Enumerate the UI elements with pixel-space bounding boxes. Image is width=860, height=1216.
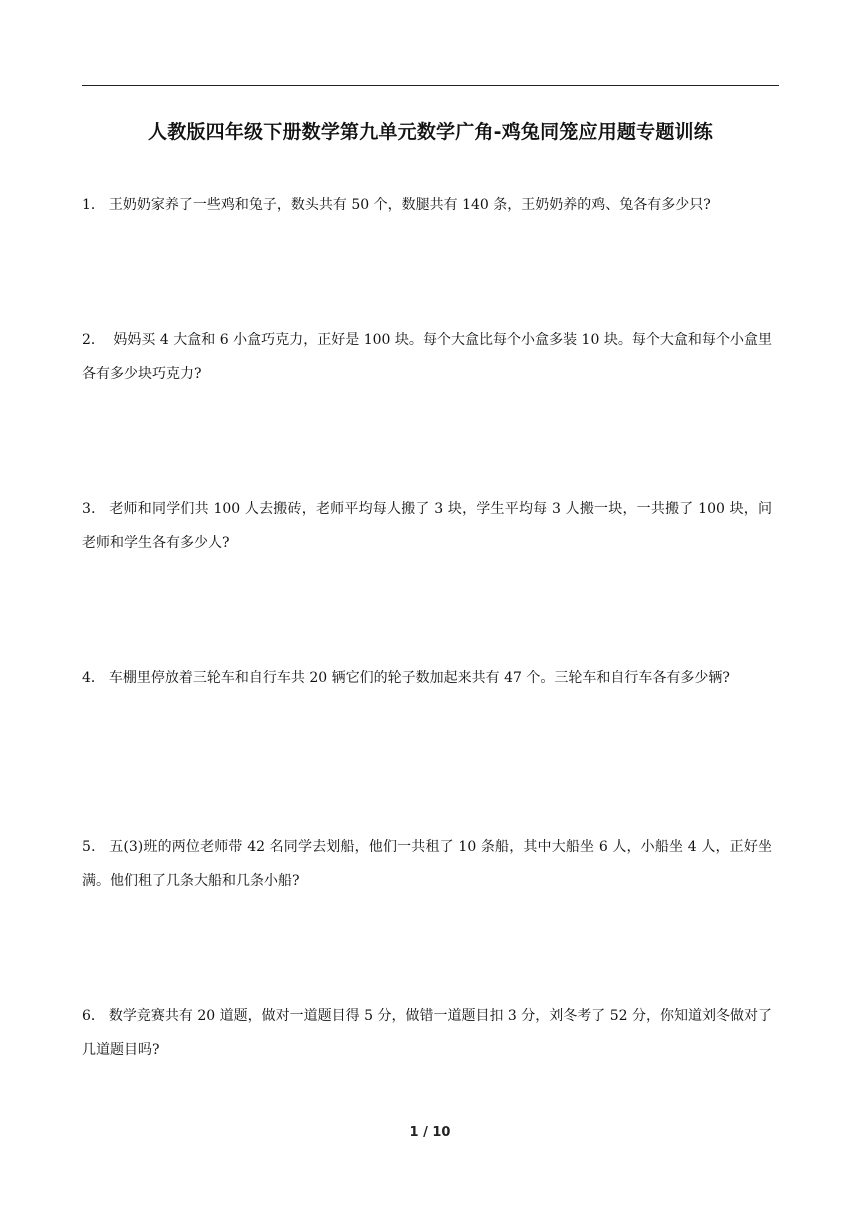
question-number: 3． xyxy=(82,501,106,517)
question-2 xyxy=(82,323,772,391)
question-text: 妈妈买 4 大盒和 6 小盒巧克力，正好是 100 块。每个大盒比每个小盒多装 10 块。每个大盒和每个小盒里各有多少块巧克力? xyxy=(82,332,772,382)
question-number: 4． xyxy=(82,670,105,686)
question-number: 1． xyxy=(82,197,105,213)
question-6 xyxy=(82,999,772,1067)
question-text: 老师和同学们共 100 人去搬砖，老师平均每人搬了 3 块，学生平均每 3 人搬一块，一共搬了 100 块，问老师和学生各有多少人? xyxy=(82,501,772,551)
page-title: 人教版四年级下册数学第九单元数学广角-鸡兔同笼应用题专题训练 xyxy=(148,121,713,143)
question-text: 数学竞赛共有 20 道题，做对一道题目得 5 分，做错一道题目扣 3 分，刘冬考了 52 分，你知道刘冬做对了几道题目吗? xyxy=(82,1008,772,1058)
question-text: 五(3)班的两位老师带 42 名同学去划船，他们一共租了 10 条船，其中大船坐 6 人，小船坐 4 人，正好坐满。他们租了几条大船和几条小船? xyxy=(82,839,772,889)
page-number: 1 / 10 xyxy=(409,1125,451,1140)
question-number: 6． xyxy=(82,1008,105,1024)
question-5 xyxy=(82,830,772,898)
question-text: 车棚里停放着三轮车和自行车共 20 辆它们的轮子数加起来共有 47 个。三轮车和自行车各有多少辆? xyxy=(108,670,730,686)
question-number: 2． xyxy=(82,332,105,348)
header-rule xyxy=(82,85,779,86)
question-text: 王奶奶家养了一些鸡和兔子，数头共有 50 个，数腿共有 140 条，王奶奶养的鸡、兔各有多少只? xyxy=(108,197,711,213)
question-number: 5． xyxy=(82,839,106,855)
question-4 xyxy=(82,661,772,695)
question-1 xyxy=(82,188,772,222)
question-3 xyxy=(82,492,772,560)
